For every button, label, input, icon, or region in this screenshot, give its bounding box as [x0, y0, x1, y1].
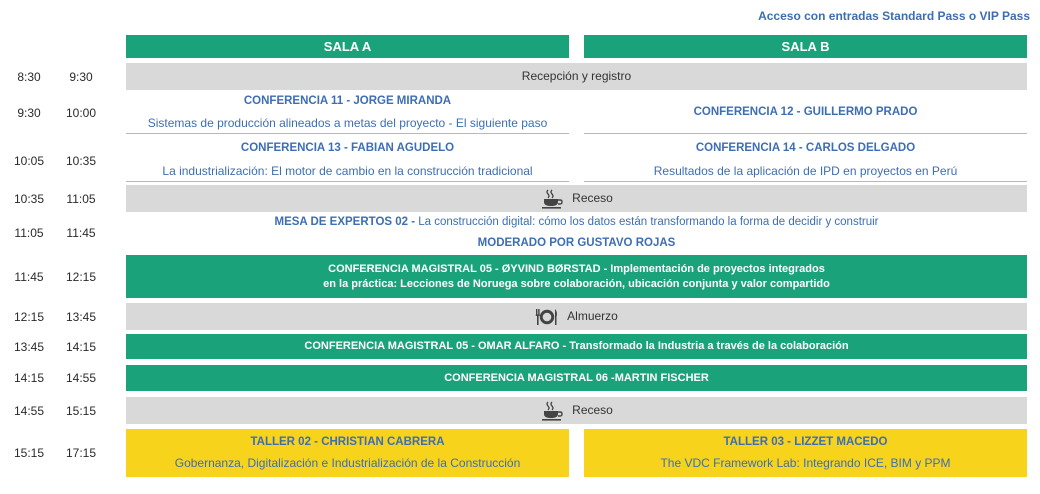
conference-11-cell [126, 92, 569, 134]
schedule-row-workshops [0, 429, 1040, 477]
break-label: Receso [572, 403, 613, 418]
coffee-icon [540, 401, 564, 421]
keynote-fischer-cell [126, 365, 1027, 391]
start-time: 11:05 [14, 226, 44, 240]
start-time: 13:45 [13, 339, 45, 354]
keynote-borstad-line-1: CONFERENCIA MAGISTRAL 05 - ØYVIND BØRSTAD - Implementación de proyectos integrados [328, 262, 825, 275]
reception-cell [126, 63, 1027, 90]
schedule-row-conf-11-12 [0, 92, 1040, 134]
conference-11-subtitle: Sistemas de producción alineados a metas del proyecto - El siguiente paso [147, 116, 548, 131]
reception-label: Recepción y registro [521, 69, 632, 84]
conference-14-cell [584, 139, 1027, 182]
conference-13-cell [126, 139, 569, 182]
keynote-alfaro-cell [126, 334, 1027, 359]
workshop-03-subtitle: The VDC Framework Lab: Integrando ICE, BIM y PPM [660, 456, 951, 471]
lunch-label: Almuerzo [567, 309, 618, 324]
schedule-row-reception [0, 63, 1040, 90]
end-time: 10:00 [65, 106, 97, 120]
expert-panel-label: MESA DE EXPERTOS 02 - [274, 215, 419, 228]
lunch-icon [535, 307, 559, 327]
conference-12-cell [584, 92, 1027, 134]
end-time: 11:05 [66, 191, 96, 206]
start-time: 10:05 [13, 153, 45, 168]
start-time: 9:30 [17, 106, 41, 120]
keynote-borstad-cell [126, 255, 1027, 298]
end-time: 14:55 [65, 371, 97, 385]
coffee-icon [540, 189, 564, 209]
schedule-row-conf-13-14 [0, 139, 1040, 182]
sala-b-header: SALA B [584, 35, 1027, 58]
start-time: 15:15 [13, 446, 45, 460]
break-cell [126, 185, 1027, 212]
end-time: 17:15 [65, 446, 97, 460]
keynote-alfaro-title: CONFERENCIA MAGISTRAL 05 - OMAR ALFARO - Transformado la Industria a través de la colaboración [304, 340, 849, 353]
start-time: 12:15 [13, 309, 45, 324]
keynote-borstad-line-2: en la práctica: Lecciones de Noruega sobre colaboración, ubicación conjunta y valor compartido [323, 277, 830, 290]
conference-14-subtitle: Resultados de la aplicación de IPD en proyectos en Perú [653, 163, 958, 178]
workshop-03-cell [584, 429, 1027, 477]
break-cell [126, 397, 1027, 424]
expert-panel-cell [126, 213, 1027, 253]
workshop-03-title: TALLER 03 - LIZZET MACEDO [723, 435, 888, 448]
schedule-row-keynote-fischer [0, 365, 1040, 391]
sala-a-header: SALA A [126, 35, 569, 58]
schedule-row-break-2 [0, 397, 1040, 424]
end-time: 11:45 [66, 226, 96, 240]
end-time: 9:30 [69, 69, 93, 84]
keynote-fischer-title: CONFERENCIA MAGISTRAL 06 -MARTIN FISCHER [444, 371, 709, 384]
expert-panel-topic: La construcción digital: cómo los datos están transformando la forma de decidir y construir [418, 215, 879, 228]
expert-panel-title [274, 215, 878, 231]
conference-14-title: CONFERENCIA 14 - CARLOS DELGADO [695, 142, 916, 155]
lunch-cell [126, 303, 1027, 330]
end-time: 15:15 [65, 403, 97, 418]
workshop-02-cell [126, 429, 569, 477]
schedule-row-expert-panel [0, 213, 1040, 253]
workshop-02-subtitle: Gobernanza, Digitalización e Industrialización de la Construcción [174, 456, 521, 471]
conference-13-subtitle: La industrialización: El motor de cambio en la construcción tradicional [162, 163, 533, 178]
end-time: 14:15 [65, 339, 97, 354]
break-label: Receso [572, 191, 613, 206]
start-time: 11:45 [14, 269, 44, 284]
end-time: 10:35 [65, 153, 97, 168]
end-time: 13:45 [65, 309, 97, 324]
end-time: 12:15 [65, 269, 97, 284]
start-time: 10:35 [13, 191, 45, 206]
conference-13-title: CONFERENCIA 13 - FABIAN AGUDELO [240, 142, 455, 155]
schedule-row-keynote-alfaro [0, 334, 1040, 359]
schedule-row-break-1 [0, 185, 1040, 212]
start-time: 14:15 [13, 371, 45, 385]
expert-panel-moderator: MODERADO POR GUSTAVO ROJAS [477, 236, 676, 249]
conference-11-title: CONFERENCIA 11 - JORGE MIRANDA [243, 94, 452, 107]
start-time: 14:55 [13, 403, 45, 418]
workshop-02-title: TALLER 02 - CHRISTIAN CABRERA [250, 435, 445, 448]
start-time: 8:30 [17, 69, 41, 84]
access-note: Acceso con entradas Standard Pass o VIP Pass [758, 9, 1030, 23]
schedule-row-lunch [0, 303, 1040, 330]
schedule-row-keynote-borstad [0, 255, 1040, 298]
conference-12-title: CONFERENCIA 12 - GUILLERMO PRADO [693, 105, 918, 118]
